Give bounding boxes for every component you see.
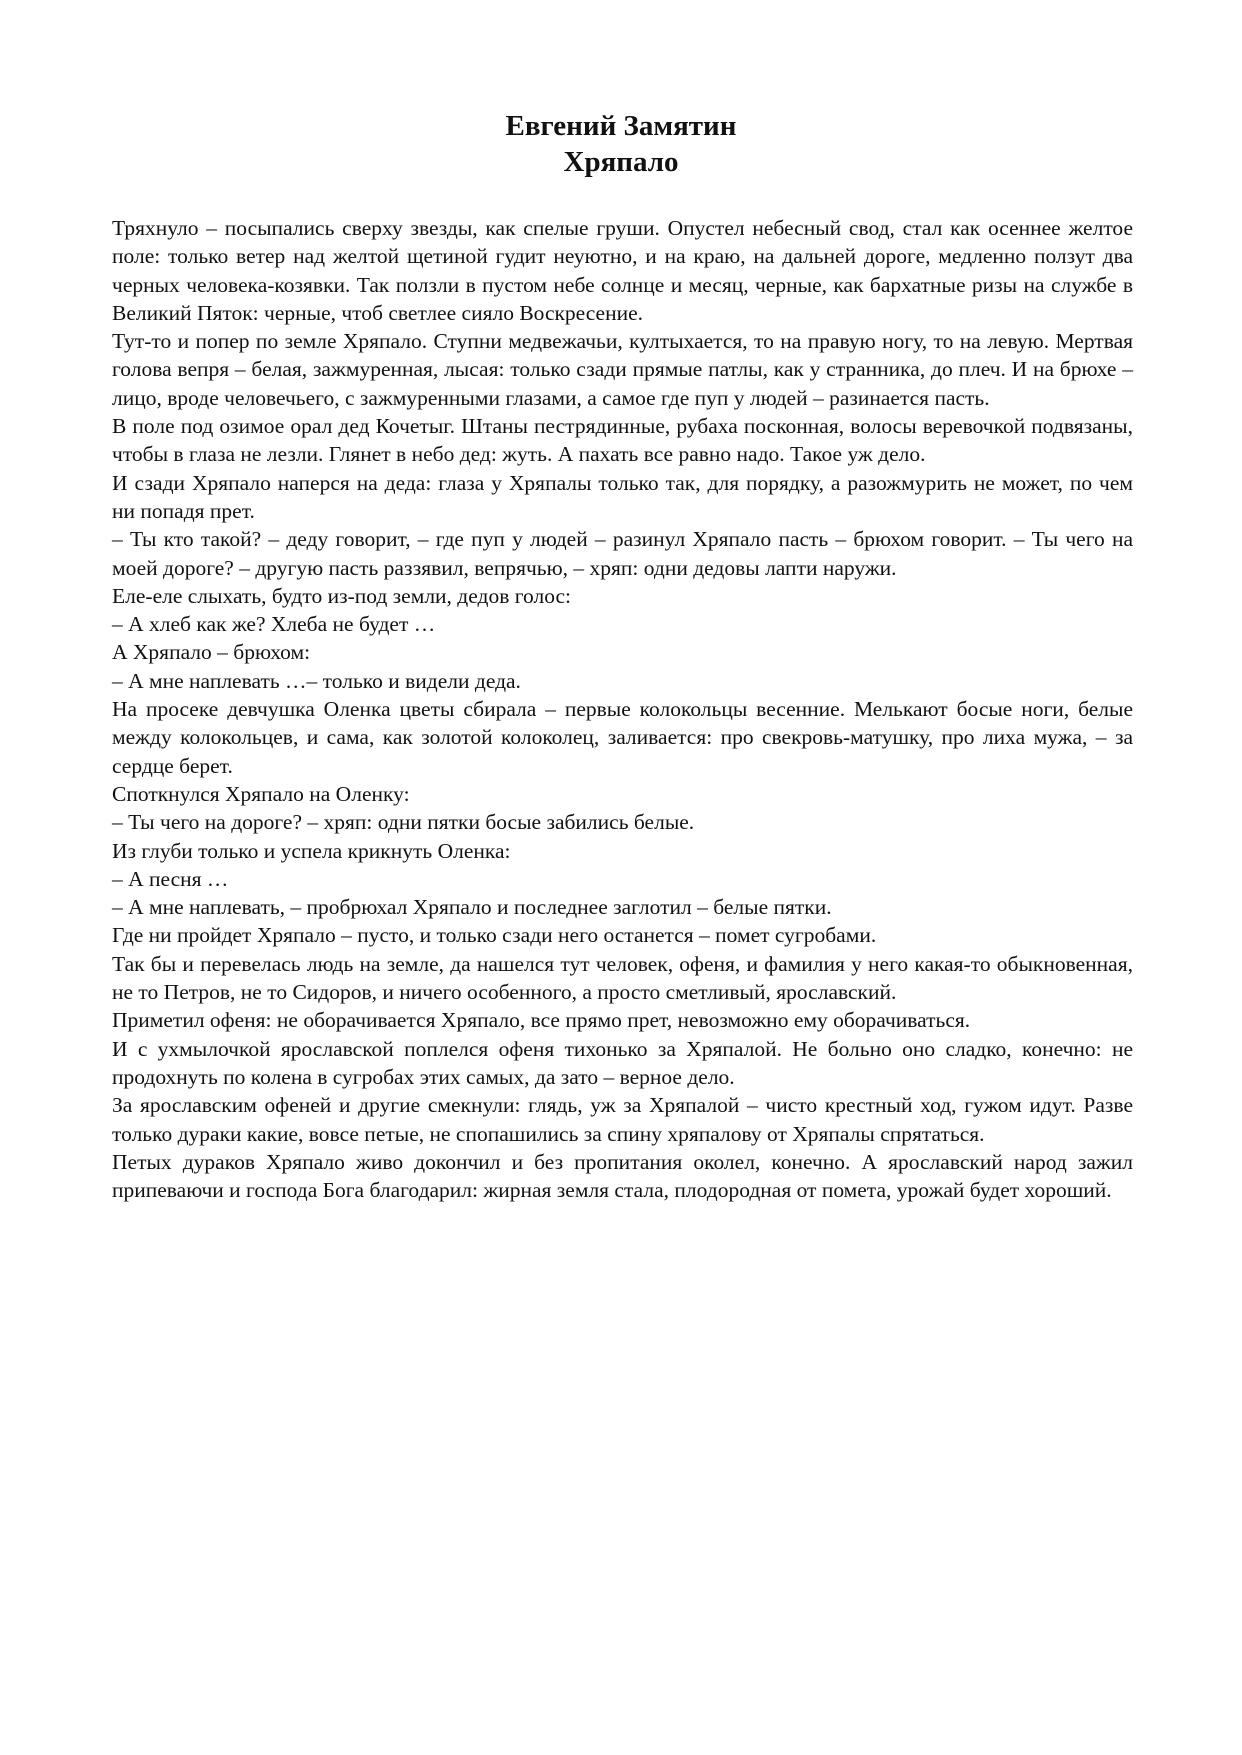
- story-title: Хряпало: [563, 146, 679, 178]
- paragraph-21: Петых дураков Хряпало живо докончил и без пропитания околел, конечно. А ярославский народ зажил припеваючи и господа Бога благодарил: жирная земля стала, плодородная от помета, урожай будет хороший.: [112, 1149, 1133, 1203]
- paragraph-6: Еле-еле слыхать, будто из-под земли, дедов голос:: [112, 583, 571, 608]
- paragraph-16: Где ни пройдет Хряпало – пусто, и только сзади него останется – помет сугробами.: [112, 923, 877, 948]
- paragraph-5: – Ты кто такой? – деду говорит, – где пуп у людей – разинул Хряпало пасть – брюхом говорит. – Ты чего на моей дороге? – другую пасть раззявил, вепрячью, – хряп: одни дедовы лапти наружи.: [112, 527, 1133, 580]
- paragraph-10: На просеке девчушка Оленка цветы сбирала – первые колокольцы весенние. Мелькают босые ноги, белые между колокольцев, и сама, как золотой колоколец, заливается: про свекровь-матушку, про лиха мужа, – за сердце берет.: [112, 697, 1133, 778]
- paragraph-4: И сзади Хряпало наперся на деда: глаза у Хряпалы только так, для порядку, а разожмурить не может, по чем ни попадя прет.: [112, 470, 1133, 523]
- paragraph-9: – А мне наплевать …– только и видели деда.: [112, 668, 521, 693]
- paragraph-20: За ярославским офеней и другие смекнули: глядь, уж за Хряпалой – чисто крестный ход, гужом идут. Разве только дураки какие, вовсе петые, не спопашились за спину хряпалову от Хряпалы спрятаться.: [112, 1093, 1133, 1146]
- paragraph-13: Из глуби только и успела крикнуть Оленка:: [112, 838, 511, 863]
- paragraph-8: А Хряпало – брюхом:: [112, 640, 311, 665]
- paragraph-1: Тряхнуло – посыпались сверху звезды, как спелые груши. Опустел небесный свод, стал как осеннее желтое поле: только ветер над желтой щетиной гудит неуютно, и на краю, на дальней дороге, медленно ползут два черных человека-козявки. Так ползли в пустом небе солнце и месяц, черные, как бархатные ризы на службе в Великий Пяток: черные, чтоб светлее сияло Воскресение.: [112, 216, 1133, 325]
- author-name: Евгений Замятин: [505, 110, 737, 142]
- paragraph-15: – А мне наплевать, – пробрюхал Хряпало и последнее заглотил – белые пятки.: [112, 895, 832, 920]
- paragraph-11: Споткнулся Хряпало на Оленку:: [112, 781, 410, 806]
- paragraph-2: Тут-то и попер по земле Хряпало. Ступни медвежачьи, култыхается, то на правую ногу, то на левую. Мертвая голова вепря – белая, зажмуренная, лысая: только сзади прямые патлы, как у странника, до плеч. И на брюхе – лицо, вроде человечьего, с зажмуренными глазами, а самое где пуп у людей – разинается пасть.: [112, 329, 1133, 410]
- paragraph-3: В поле под озимое орал дед Кочетыг. Штаны пестрядинные, рубаха посконная, волосы веревочкой подвязаны, чтобы в глаза не лезли. Глянет в небо дед: жуть. А пахать все равно надо. Такое уж дело.: [112, 414, 1133, 467]
- document-header: [0, 108, 1242, 180]
- paragraph-7: – А хлеб как же? Хлеба не будет …: [112, 612, 436, 637]
- paragraph-17: Так бы и перевелась людь на земле, да нашелся тут человек, офеня, и фамилия у него какая-то обыкновенная, не то Петров, не то Сидоров, и ничего особенного, а просто сметливый, ярославский.: [112, 951, 1133, 1005]
- paragraph-19: И с ухмылочкой ярославской поплелся офеня тихонько за Хряпалой. Не больно оно сладко, конечно: не продохнуть по колена в сугробах этих самых, да зато – верное дело.: [112, 1036, 1133, 1089]
- paragraph-12: – Ты чего на дороге? – хряп: одни пятки босые забились белые.: [112, 810, 695, 835]
- paragraph-18: Приметил офеня: не оборачивается Хряпало, все прямо прет, невозможно ему оборачиваться.: [112, 1008, 971, 1033]
- paragraph-14: – А песня …: [112, 866, 229, 891]
- story-body: [112, 214, 1133, 1204]
